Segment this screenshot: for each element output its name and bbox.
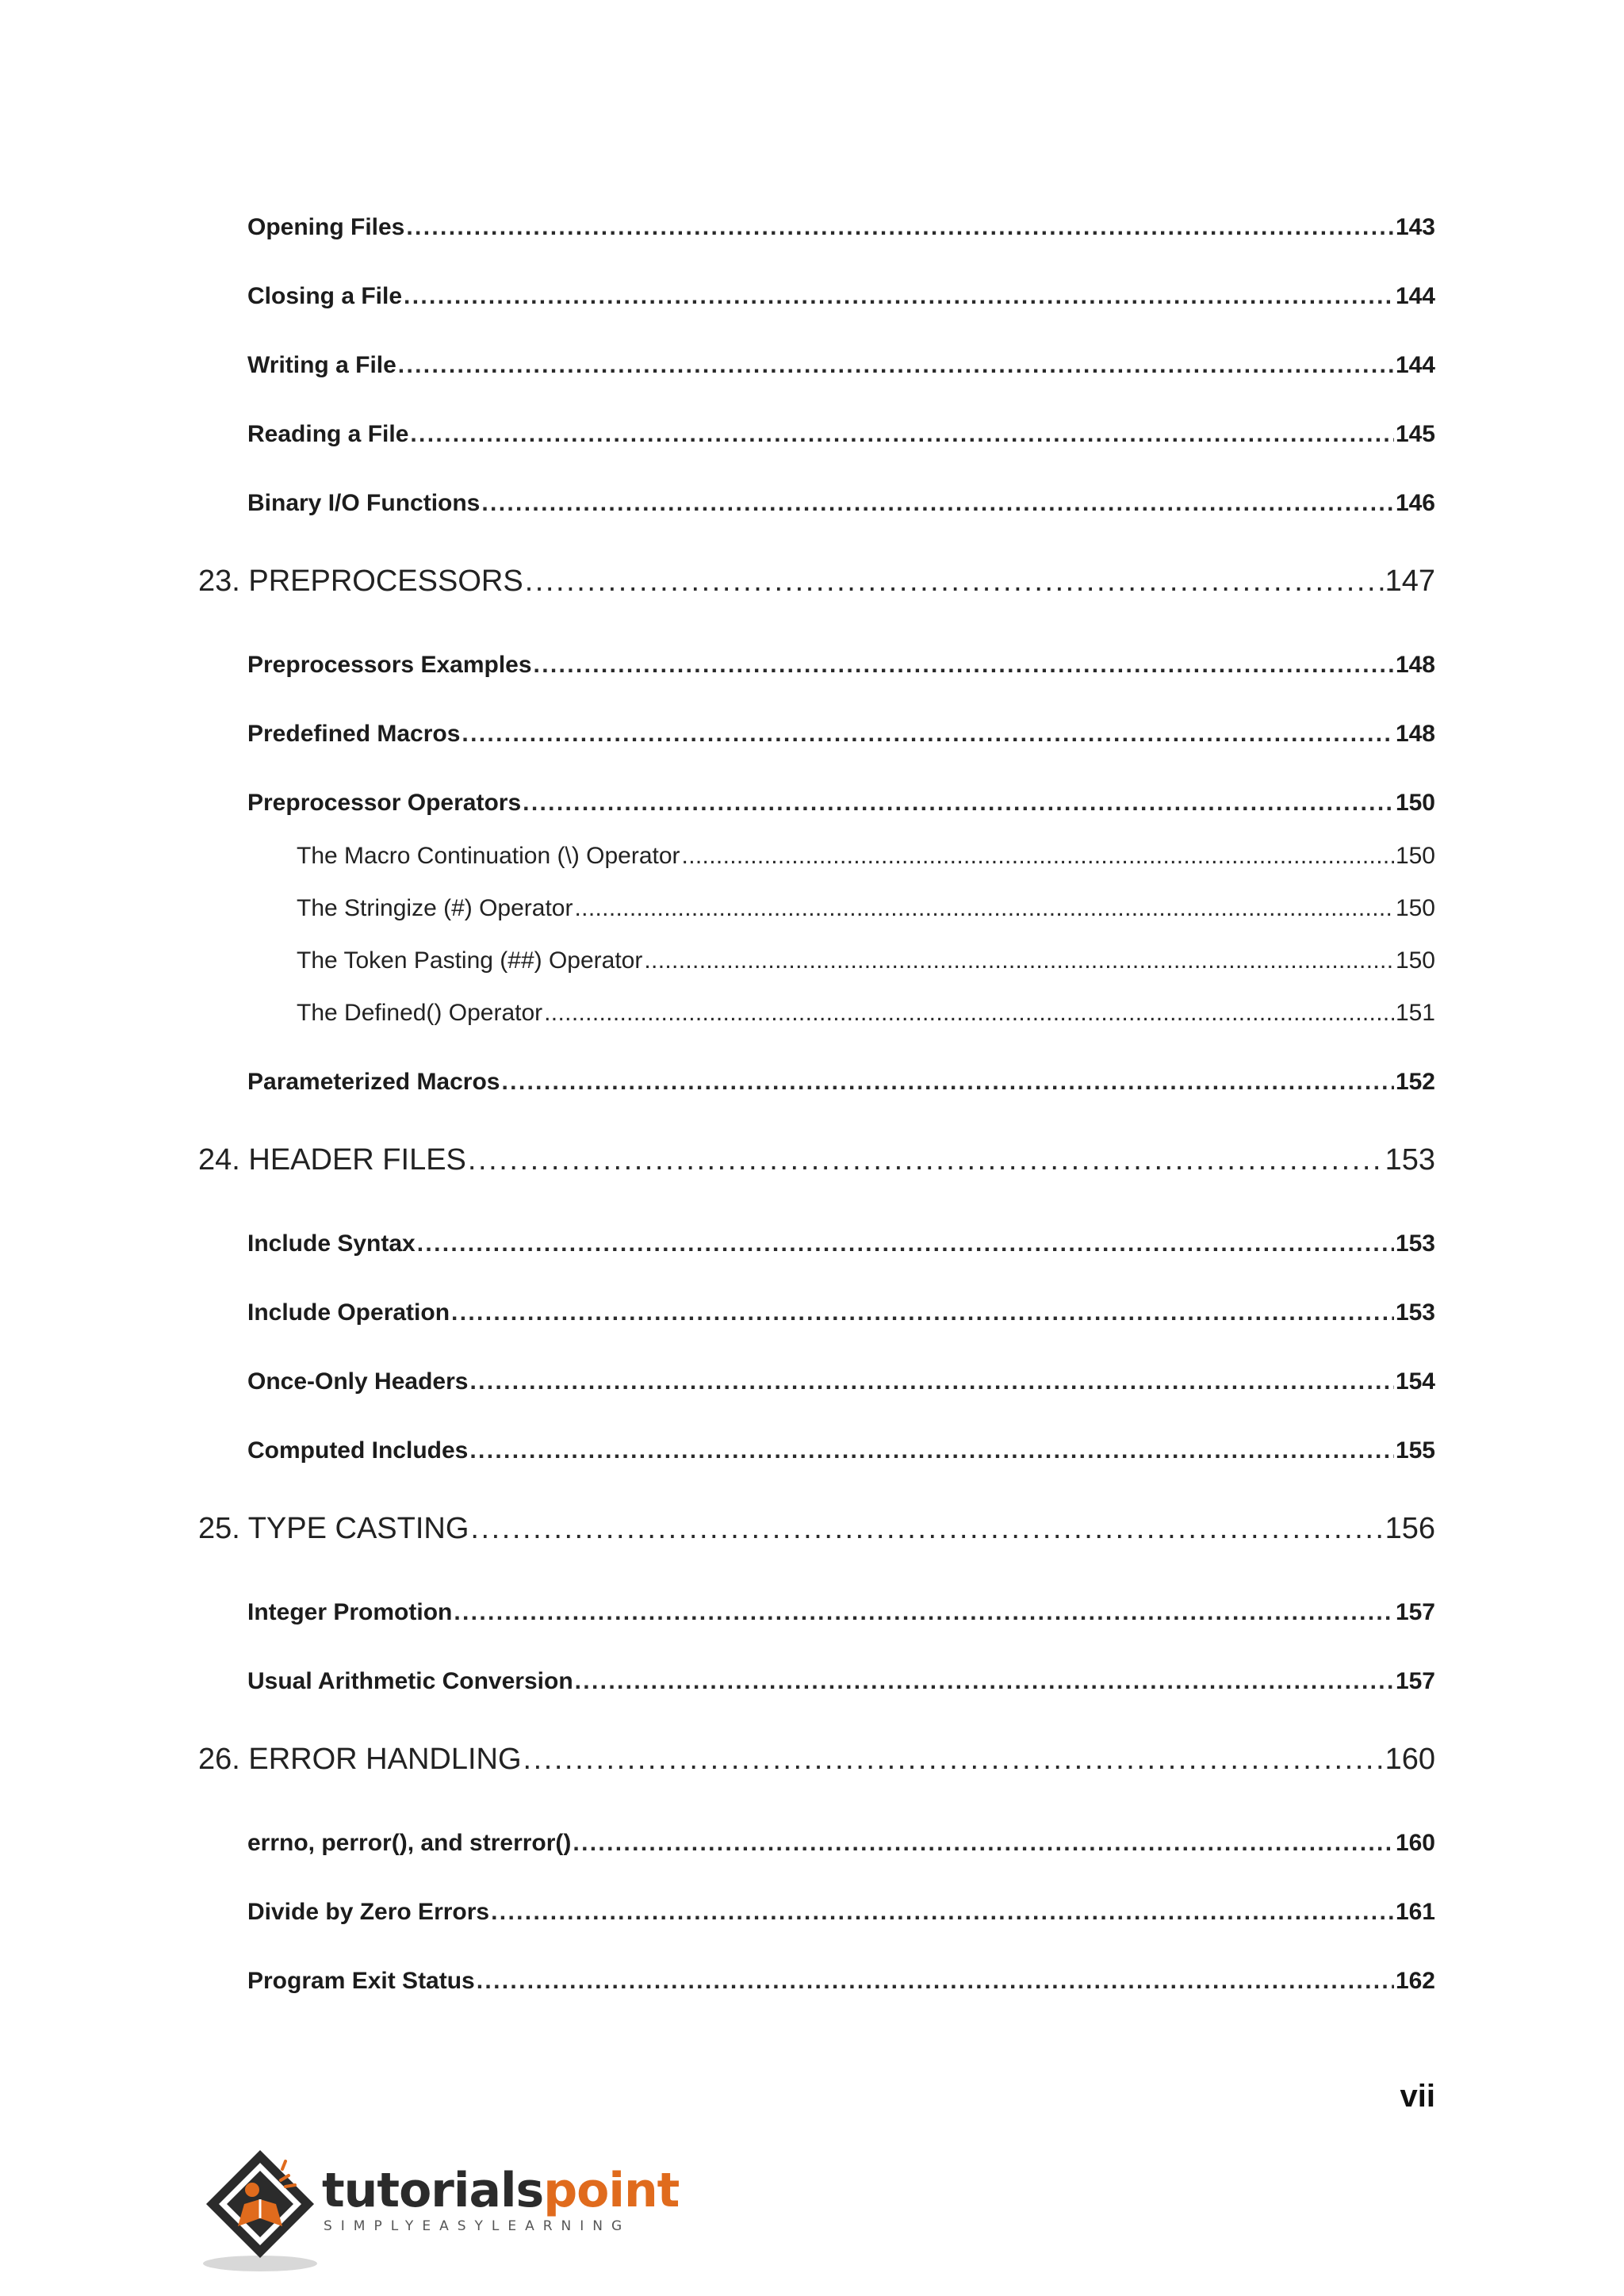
- toc-entry-title: Parameterized Macros: [247, 1069, 500, 1095]
- toc-dot-leader: [410, 421, 1394, 448]
- toc-dot-leader: [451, 1299, 1394, 1326]
- toc-section-entry[interactable]: [247, 490, 1435, 517]
- toc-dot-leader: [491, 1899, 1394, 1926]
- toc-entry-page: 145: [1395, 421, 1435, 447]
- toc-subsection-entry[interactable]: [297, 843, 1435, 870]
- toc-entry-title: Include Syntax: [247, 1230, 416, 1257]
- toc-entry-page: 147: [1385, 564, 1435, 598]
- toc-dot-leader: [469, 1437, 1394, 1464]
- toc-section-entry[interactable]: [247, 352, 1435, 379]
- toc-dot-leader: [502, 1069, 1394, 1096]
- toc-entry-page: 153: [1395, 1299, 1435, 1326]
- tutorialspoint-logo: [197, 2141, 680, 2275]
- toc-dot-leader: [462, 721, 1394, 748]
- toc-entry-title: Opening Files: [247, 214, 405, 240]
- toc-dot-leader: [644, 947, 1394, 974]
- toc-section-entry[interactable]: [247, 214, 1435, 241]
- toc-dot-leader: [398, 352, 1394, 379]
- logo-word-tutorials: tutorials: [322, 2163, 544, 2218]
- toc-subsection-entry[interactable]: [297, 1000, 1435, 1027]
- toc-entry-title: Reading a File: [247, 421, 409, 447]
- toc-entry-title: Computed Includes: [247, 1437, 469, 1464]
- toc-entry-page: 150: [1395, 790, 1435, 816]
- toc-entry-title: Program Exit Status: [247, 1968, 475, 1994]
- toc-entry-title: Binary I/O Functions: [247, 490, 481, 516]
- toc-section-entry[interactable]: [247, 790, 1435, 817]
- toc-section-entry[interactable]: [247, 652, 1435, 679]
- logo-diamond-icon: [197, 2141, 331, 2275]
- toc-entry-page: 150: [1395, 843, 1435, 869]
- toc-section-entry[interactable]: [247, 1437, 1435, 1464]
- toc-dot-leader: [454, 1599, 1394, 1626]
- toc-section-entry[interactable]: [247, 1968, 1435, 1995]
- toc-chapter-entry[interactable]: [198, 564, 1435, 599]
- toc-entry-title: Include Operation: [247, 1299, 450, 1326]
- toc-section-entry[interactable]: [247, 421, 1435, 448]
- toc-entry-page: 146: [1395, 490, 1435, 516]
- toc-entry-page: 150: [1395, 947, 1435, 974]
- toc-entry-title: 25. TYPE CASTING: [198, 1512, 469, 1545]
- toc-entry-title: The Stringize (#) Operator: [297, 895, 573, 921]
- toc-section-entry[interactable]: [247, 1069, 1435, 1096]
- toc-section-entry[interactable]: [247, 721, 1435, 748]
- toc-dot-leader: [544, 1000, 1394, 1027]
- logo-word-point: point: [543, 2163, 680, 2218]
- toc-dot-leader: [573, 1830, 1394, 1857]
- toc-chapter-entry[interactable]: [198, 1512, 1435, 1546]
- toc-dot-leader: [406, 214, 1394, 241]
- toc-dot-leader: [469, 1368, 1394, 1395]
- toc-entry-page: 162: [1395, 1968, 1435, 1994]
- toc-entry-title: Preprocessors Examples: [247, 652, 532, 678]
- toc-entry-title: errno, perror(), and strerror(): [247, 1830, 572, 1856]
- toc-dot-leader: [481, 490, 1394, 517]
- toc-section-entry[interactable]: [247, 1599, 1435, 1626]
- toc-entry-page: 144: [1395, 352, 1435, 378]
- toc-entry-page: 143: [1395, 214, 1435, 240]
- toc-entry-title: The Token Pasting (##) Operator: [297, 947, 643, 974]
- toc-entry-page: 148: [1395, 652, 1435, 678]
- toc-dot-leader: [523, 790, 1394, 817]
- toc-entry-title: The Macro Continuation (\) Operator: [297, 843, 680, 869]
- logo-wordmark: [322, 2163, 679, 2218]
- toc-entry-page: 160: [1395, 1830, 1435, 1856]
- toc-section-entry[interactable]: [247, 1830, 1435, 1857]
- toc-section-entry[interactable]: [247, 1668, 1435, 1695]
- toc-entry-title: Closing a File: [247, 283, 403, 309]
- toc-dot-leader: [534, 652, 1394, 679]
- toc-section-entry[interactable]: [247, 1299, 1435, 1326]
- toc-entry-page: 151: [1395, 1000, 1435, 1026]
- toc-entry-page: 155: [1395, 1437, 1435, 1464]
- toc-section-entry[interactable]: [247, 1230, 1435, 1257]
- toc-section-entry[interactable]: [247, 1899, 1435, 1926]
- toc-entry-title: Usual Arithmetic Conversion: [247, 1668, 573, 1694]
- toc-entry-page: 161: [1395, 1899, 1435, 1925]
- toc-entry-page: 157: [1395, 1668, 1435, 1694]
- toc-chapter-entry[interactable]: [198, 1743, 1435, 1777]
- toc-section-entry[interactable]: [247, 1368, 1435, 1395]
- toc-dot-leader: [525, 564, 1384, 599]
- toc-entry-title: Preprocessor Operators: [247, 790, 522, 816]
- toc-entry-title: 23. PREPROCESSORS: [198, 564, 523, 598]
- toc-entry-title: Integer Promotion: [247, 1599, 453, 1625]
- toc-entry-title: The Defined() Operator: [297, 1000, 543, 1026]
- toc-entry-title: Writing a File: [247, 352, 396, 378]
- toc-entry-page: 157: [1395, 1599, 1435, 1625]
- toc-dot-leader: [575, 1668, 1394, 1695]
- toc-dot-leader: [682, 843, 1394, 870]
- toc-entry-title: 26. ERROR HANDLING: [198, 1743, 522, 1776]
- toc-entry-title: Once-Only Headers: [247, 1368, 469, 1395]
- toc-entry-title: Divide by Zero Errors: [247, 1899, 490, 1925]
- toc-dot-leader: [574, 895, 1393, 922]
- toc-dot-leader: [468, 1143, 1384, 1177]
- toc-chapter-entry[interactable]: [198, 1143, 1435, 1177]
- toc-subsection-entry[interactable]: [297, 895, 1435, 922]
- toc-dot-leader: [470, 1512, 1383, 1546]
- toc-dot-leader: [404, 283, 1394, 310]
- logo-tagline: SIMPLYEASYLEARNING: [324, 2218, 631, 2234]
- toc-dot-leader: [417, 1230, 1394, 1257]
- toc-entry-page: 148: [1395, 721, 1435, 747]
- toc-entry-page: 152: [1395, 1069, 1435, 1095]
- toc-entry-page: 160: [1385, 1743, 1435, 1776]
- toc-entry-page: 153: [1395, 1230, 1435, 1257]
- toc-dot-leader: [523, 1743, 1384, 1777]
- toc-entry-page: 144: [1395, 283, 1435, 309]
- page-number: vii: [1400, 2079, 1435, 2114]
- toc-subsection-entry[interactable]: [297, 947, 1435, 974]
- toc-entry-page: 156: [1385, 1512, 1435, 1545]
- toc-entry-page: 154: [1395, 1368, 1435, 1395]
- toc-entry-page: 153: [1385, 1143, 1435, 1177]
- toc-dot-leader: [477, 1968, 1394, 1995]
- toc-entry-title: Predefined Macros: [247, 721, 461, 747]
- toc-entry-title: 24. HEADER FILES: [198, 1143, 466, 1177]
- toc-section-entry[interactable]: [247, 283, 1435, 310]
- toc-entry-page: 150: [1395, 895, 1435, 921]
